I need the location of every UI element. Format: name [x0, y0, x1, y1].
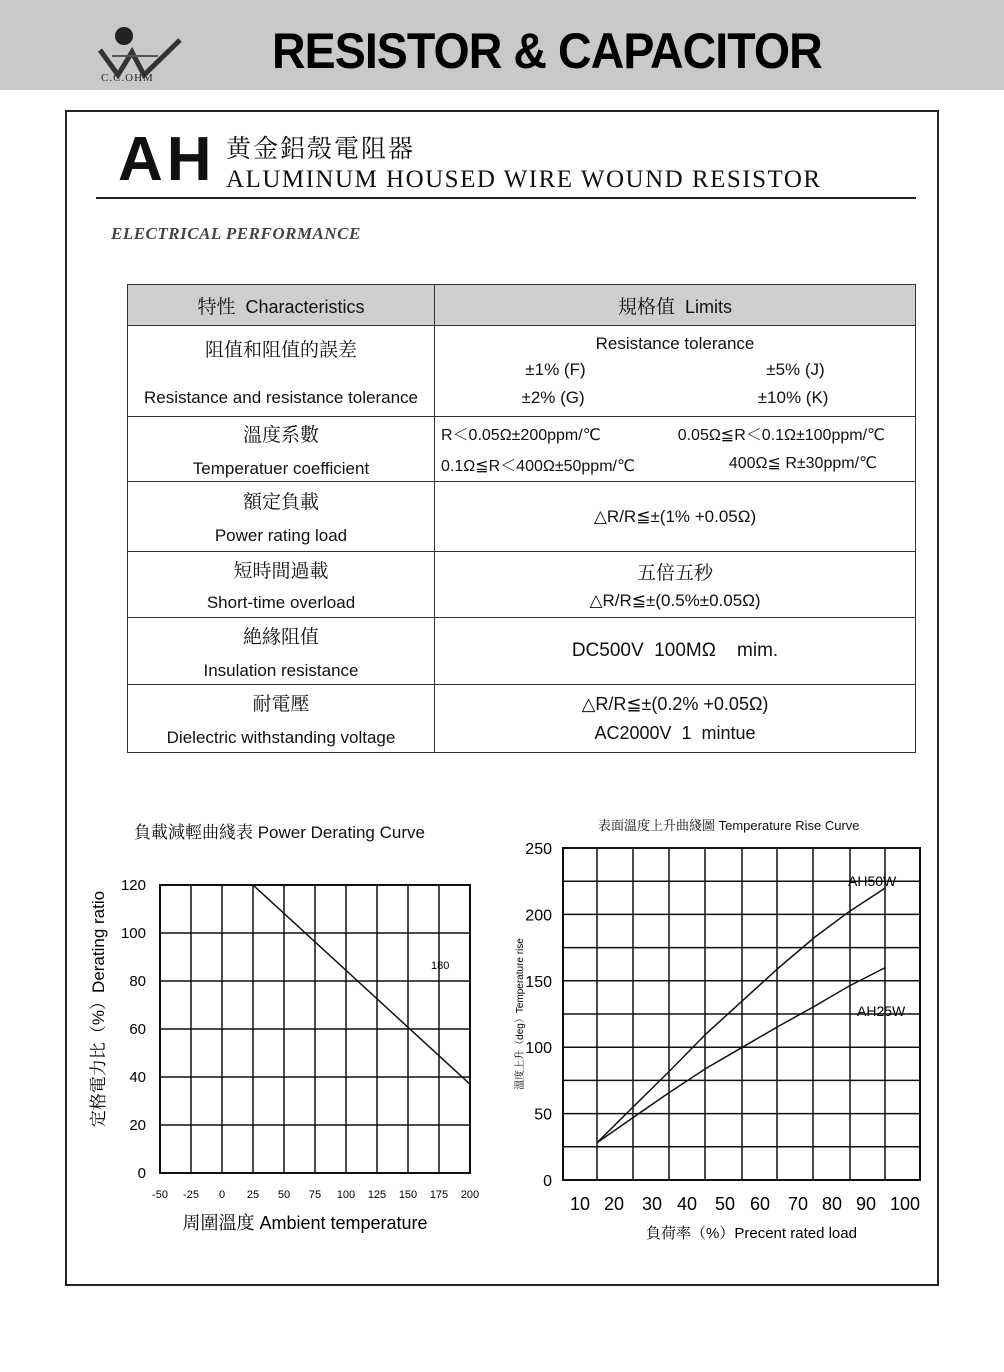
limit-value: △R/R≦±(1% +0.05Ω): [593, 506, 757, 526]
x-tick-label: -25: [183, 1189, 199, 1201]
table-header-row: [128, 285, 916, 326]
y-tick-label: 120: [120, 877, 146, 894]
limit-value: 0.05Ω≦R＜0.1Ω±100ppm/℃: [677, 427, 885, 444]
derating-chart: [80, 860, 500, 1250]
page-title: RESISTOR & CAPACITOR: [272, 23, 822, 79]
title-rule: [96, 197, 916, 199]
limit-value: AC2000V 1 mintue: [594, 722, 756, 743]
y-tick-label: 20: [129, 1117, 146, 1134]
x-axis-label: 周圍溫度 Ambient temperature: [182, 1213, 428, 1233]
y-tick-label: 200: [525, 907, 552, 925]
row-characteristic: [128, 326, 435, 417]
row-en: Insulation resistance: [203, 660, 359, 680]
row-cn: 額定負載: [242, 491, 319, 513]
y-tick-label: 80: [129, 973, 146, 990]
row-cn: 絶緣阻值: [242, 625, 319, 648]
row-characteristic: [128, 482, 435, 552]
y-tick-label: 150: [525, 973, 552, 991]
derating-line: [253, 885, 470, 1084]
x-tick-label: 50: [277, 1189, 291, 1201]
y-tick-label: 100: [120, 925, 146, 942]
header-limits-cn: 規格值: [617, 295, 675, 318]
logo-text: C.C.OHM: [101, 72, 154, 84]
y-tick-label: 60: [129, 1021, 146, 1038]
x-tick-label: 50: [714, 1194, 736, 1214]
x-tick-label: 200: [460, 1189, 480, 1201]
limit-value: ±1% (F): [525, 360, 586, 379]
x-tick-label: 60: [749, 1194, 771, 1214]
y-axis-label: 定格電力比（%）Derating ratio: [89, 890, 108, 1128]
x-tick-label: 100: [889, 1194, 921, 1214]
product-name-en: ALUMINUM HOUSED WIRE WOUND RESISTOR: [226, 166, 822, 193]
table-row: [128, 685, 916, 753]
row-characteristic: [128, 552, 435, 618]
x-tick-label: 0: [218, 1189, 226, 1201]
y-tick-label: 0: [137, 1165, 146, 1182]
annotation-label: 180: [431, 960, 450, 972]
x-tick-label: 90: [855, 1194, 877, 1214]
row-limit: [435, 685, 916, 753]
limit-value: R＜0.05Ω±200ppm/℃: [441, 427, 601, 444]
x-tick-label: 150: [398, 1189, 418, 1201]
row-en: Temperatuer coefficient: [192, 458, 370, 478]
row-cn: 溫度系數: [242, 423, 319, 446]
limit-value: △R/R≦±(0.2% +0.05Ω): [581, 693, 769, 714]
y-tick-label: 250: [525, 841, 552, 858]
x-tick-label: 75: [308, 1189, 322, 1201]
x-tick-label: 20: [603, 1194, 625, 1214]
x-tick-label: 80: [821, 1194, 843, 1214]
product-code: AH: [118, 125, 216, 194]
row-limit: [435, 482, 916, 552]
limit-value: ±5% (J): [766, 360, 825, 379]
row-limit: [435, 326, 916, 417]
series-label: AH25W: [857, 1003, 906, 1019]
x-tick-label: 100: [336, 1189, 356, 1201]
row-limit: [435, 417, 916, 482]
temperature-chart-title: 表面溫度上升曲綫圖 Temperature Rise Curve: [598, 818, 860, 833]
product-name-cn: 黄金鋁殼電阻器: [226, 134, 416, 163]
derating-chart-title: 負載減輕曲綫表 Power Derating Curve: [134, 823, 425, 842]
x-tick-label: -50: [152, 1189, 168, 1201]
y-tick-label: 50: [534, 1106, 552, 1124]
series-label: AH50W: [848, 873, 897, 889]
x-tick-label: 40: [676, 1194, 698, 1214]
table-row: [128, 326, 916, 417]
y-tick-label: 40: [129, 1069, 146, 1086]
header-characteristics-en: Characteristics: [245, 296, 365, 317]
temperature-chart: [505, 835, 935, 1250]
row-cn: 阻值和阻值的誤差: [204, 338, 357, 361]
limit-value: 0.1Ω≦R＜400Ω±50ppm/℃: [441, 458, 635, 475]
header-limits-en: Limits: [685, 296, 733, 317]
limit-value: △R/R≦±(0.5%±0.05Ω): [589, 591, 761, 610]
row-cn: 耐電壓: [252, 693, 310, 715]
section-title: ELECTRICAL PERFORMANCE: [111, 224, 361, 243]
x-axis-label: 負荷率（%）Precent rated load: [646, 1225, 857, 1242]
row-limit: [435, 552, 916, 618]
row-en: Short-time overload: [206, 593, 356, 612]
y-axis-label: 溫度上升（deg）Temperature rise: [515, 938, 526, 1090]
limit-value: ±2% (G): [521, 388, 585, 407]
limit-value: 五倍五秒: [636, 562, 713, 584]
row-characteristic: [128, 685, 435, 753]
header-limits: [435, 285, 916, 326]
table-row: [128, 552, 916, 618]
limit-value: ±10% (K): [757, 388, 829, 407]
x-tick-label: 30: [641, 1194, 663, 1214]
row-limit: [435, 618, 916, 685]
x-tick-label: 70: [787, 1194, 809, 1214]
row-cn: 短時間過載: [233, 560, 329, 582]
x-tick-label: 25: [246, 1189, 260, 1201]
y-tick-label: 100: [525, 1040, 552, 1058]
row-characteristic: [128, 417, 435, 482]
table-row: [128, 618, 916, 685]
limit-title: Resistance tolerance: [595, 334, 755, 353]
header-characteristics: [128, 285, 435, 326]
row-en: Resistance and resistance tolerance: [143, 387, 419, 407]
x-tick-label: 125: [367, 1189, 387, 1201]
limit-value: 400Ω≦ R±30ppm/℃: [728, 455, 877, 472]
limit-value: DC500V 100MΩ mim.: [571, 640, 779, 661]
performance-table: [127, 284, 916, 753]
y-tick-label: 0: [543, 1173, 552, 1190]
row-characteristic: [128, 618, 435, 685]
header-characteristics-cn: 特性: [197, 295, 236, 318]
row-en: Dielectric withstanding voltage: [166, 728, 396, 747]
x-tick-label: 175: [429, 1189, 449, 1201]
row-en: Power rating load: [214, 526, 348, 545]
table-row: [128, 417, 916, 482]
x-tick-label: 10: [569, 1194, 591, 1214]
table-row: [128, 482, 916, 552]
